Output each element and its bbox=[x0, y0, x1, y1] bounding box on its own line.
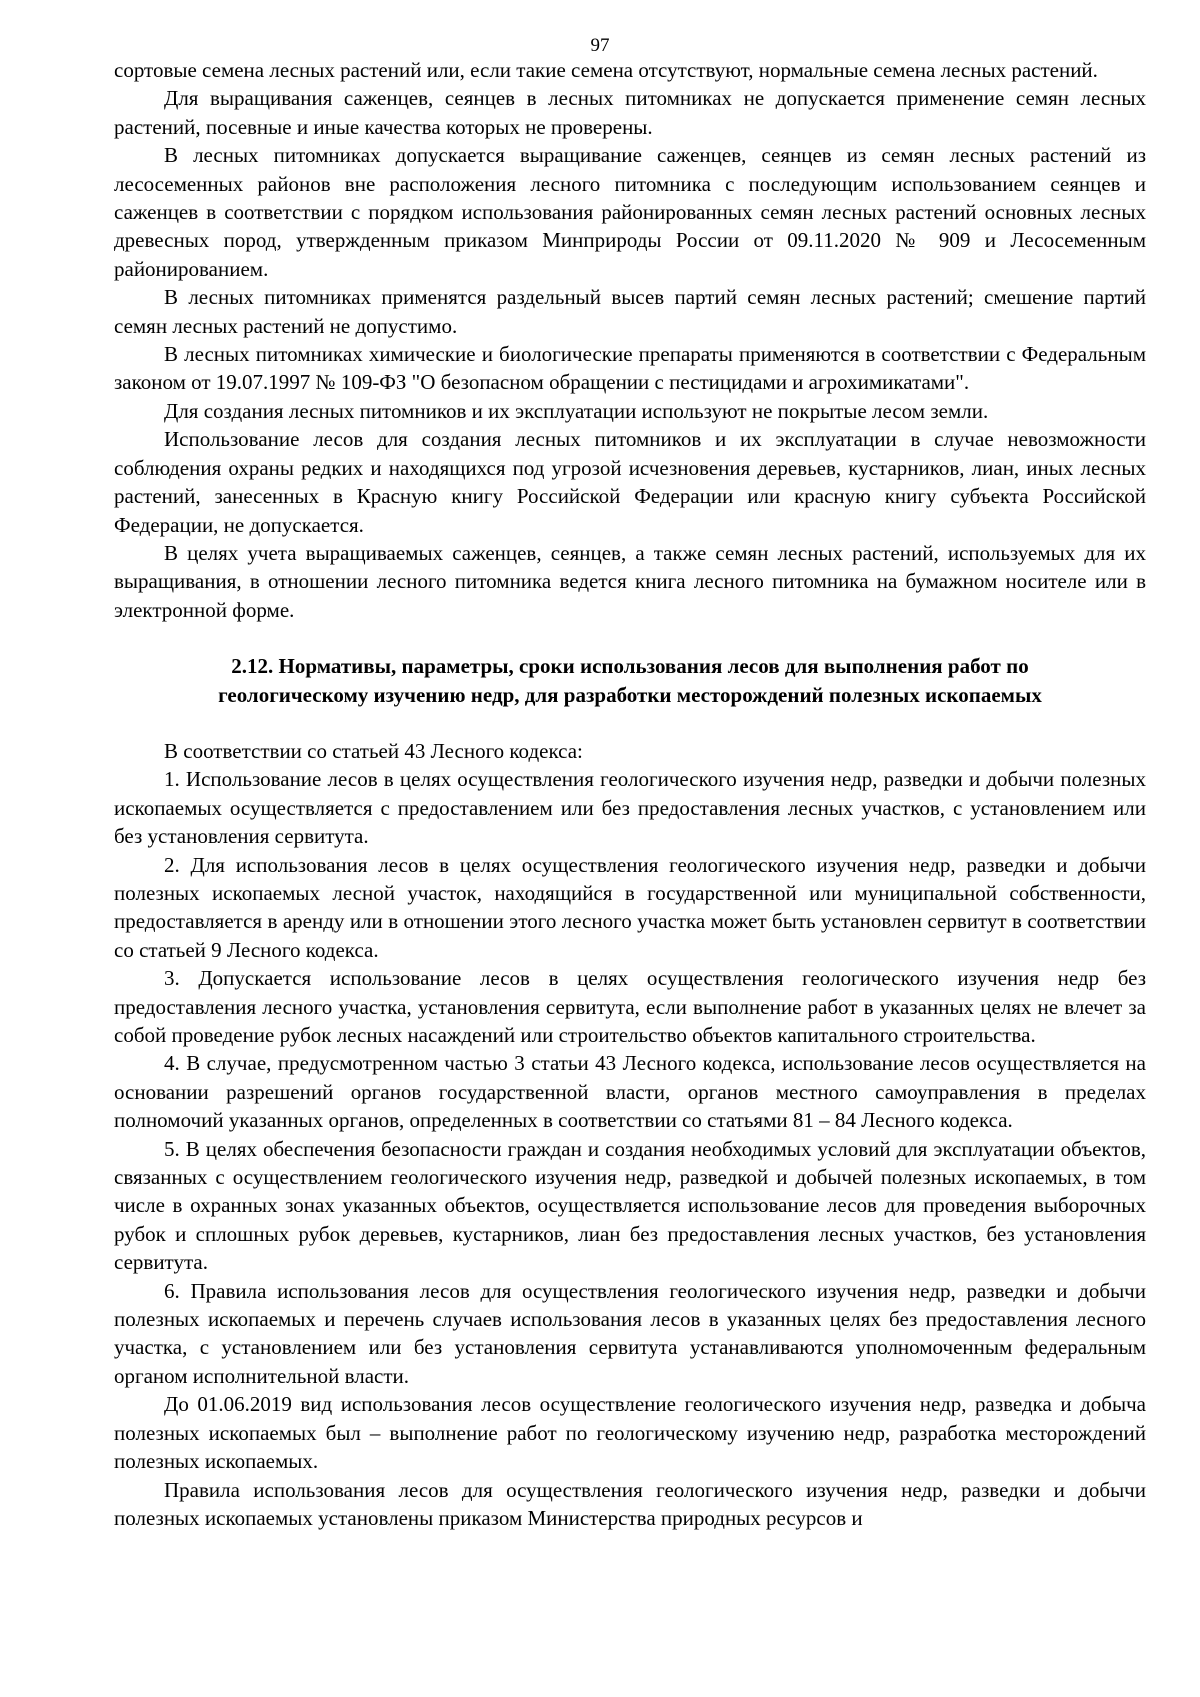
paragraph: В целях учета выращиваемых саженцев, сеянцев, а также семян лесных растений, используемых для их выращивания, в отношении лесного питомника ведется книга лесного питомника на бумажном носителе или в электронной форме. bbox=[114, 540, 1146, 622]
paragraph: Правила использования лесов для осуществления геологического изучения недр, разведки и добычи полезных ископаемых установлены приказом Министерства природных ресурсов и bbox=[114, 1477, 1146, 1530]
paragraph: В лесных питомниках допускается выращивание саженцев, сеянцев из семян лесных растений из лесосеменных районов вне расположения лесного питомника с последующим использованием сеянцев и саженцев в соответствии с порядком использования районированных семян лесных растений основных лесных древесных пород, утвержденным приказом Минприроды России от 09.11.2020 № 909 и Лесосеменным районированием. bbox=[114, 143, 1146, 281]
paragraph: Для выращивания саженцев, сеянцев в лесных питомниках не допускается применение семян лесных растений, посевные и иные качества которых не проверены. bbox=[114, 86, 1146, 139]
section-heading: 2.12. Нормативы, параметры, сроки использования лесов для выполнения работ по геологическому изучению недр, для разработки месторождений полезных ископаемых bbox=[218, 654, 1042, 707]
paragraph: До 01.06.2019 вид использования лесов осуществление геологического изучения недр, разведка и добыча полезных ископаемых был – выполнение работ по геологическому изучению недр, разработка месторождений полезных ископаемых. bbox=[114, 1392, 1146, 1474]
paragraph: В лесных питомниках применятся раздельный высев партий семян лесных растений; смешение партий семян лесных растений не допустимо. bbox=[114, 285, 1146, 338]
paragraph: 5. В целях обеспечения безопасности граждан и создания необходимых условий для эксплуатации объектов, связанных с осуществлением геологического изучения недр, разведкой и добычей полезных ископаемых, в том числе в охранных зонах указанных объектов, осуществляется использование лесов для проведения выборочных рубок и сплошных рубок деревьев, кустарников, лиан без предоставления лесных участков, без установления сервитута. bbox=[114, 1136, 1146, 1275]
paragraph: Использование лесов для создания лесных питомников и их эксплуатации в случае невозможности соблюдения охраны редких и находящихся под угрозой исчезновения деревьев, кустарников, лиан, иных лесных растений, занесенных в Красную книгу Российской Федерации или красную книгу субъекта Российской Федерации, не допускается. bbox=[114, 427, 1146, 537]
paragraph: 3. Допускается использование лесов в целях осуществления геологического изучения недр без предоставления лесного участка, установления сервитута, если выполнение работ в указанных целях не влечет за собой проведение рубок лесных насаждений или строительство объектов капитального строительства. bbox=[114, 966, 1146, 1047]
paragraph: 4. В случае, предусмотренном частью 3 статьи 43 Лесного кодекса, использование лесов осуществляется на основании разрешений органов государственной власти, органов местного самоуправления в пределах полномочий указанных органов, определенных в соответствии со статьями 81 – 84 Лесного кодекса. bbox=[114, 1051, 1146, 1133]
paragraph: 1. Использование лесов в целях осуществления геологического изучения недр, разведки и добычи полезных ископаемых осуществляется с предоставлением или без предоставления лесных участков, с установлением или без установления сервитута. bbox=[114, 767, 1146, 849]
document-body bbox=[114, 56, 1146, 1532]
paragraph: В лесных питомниках химические и биологические препараты применяются в соответствии с Федеральным законом от 19.07.1997 № 109-ФЗ "О безопасном обращении с пестицидами и агрохимикатами". bbox=[114, 342, 1146, 395]
paragraph: сортовые семена лесных растений или, если такие семена отсутствуют, нормальные семена лесных растений. bbox=[114, 58, 1098, 82]
paragraph: Для создания лесных питомников и их эксплуатации используют не покрытые лесом земли. bbox=[164, 398, 989, 423]
paragraph: В соответствии со статьей 43 Лесного кодекса: bbox=[164, 738, 583, 763]
page-number: 97 bbox=[590, 35, 610, 56]
paragraph: 2. Для использования лесов в целях осуществления геологического изучения недр, разведки и добычи полезных ископаемых лесной участок, находящийся в государственной или муниципальной собственности, предоставляется в аренду или в отношении этого лесного участка может быть установлен сервитут в соответствии со статьей 9 Лесного кодекса. bbox=[114, 852, 1146, 962]
paragraph: 6. Правила использования лесов для осуществления геологического изучения недр, разведки и добычи полезных ископаемых и перечень случаев использования лесов в указанных целях без предоставления лесного участка, с установлением или без установления сервитута устанавливаются уполномоченным федеральным органом исполнительной власти. bbox=[114, 1278, 1146, 1388]
